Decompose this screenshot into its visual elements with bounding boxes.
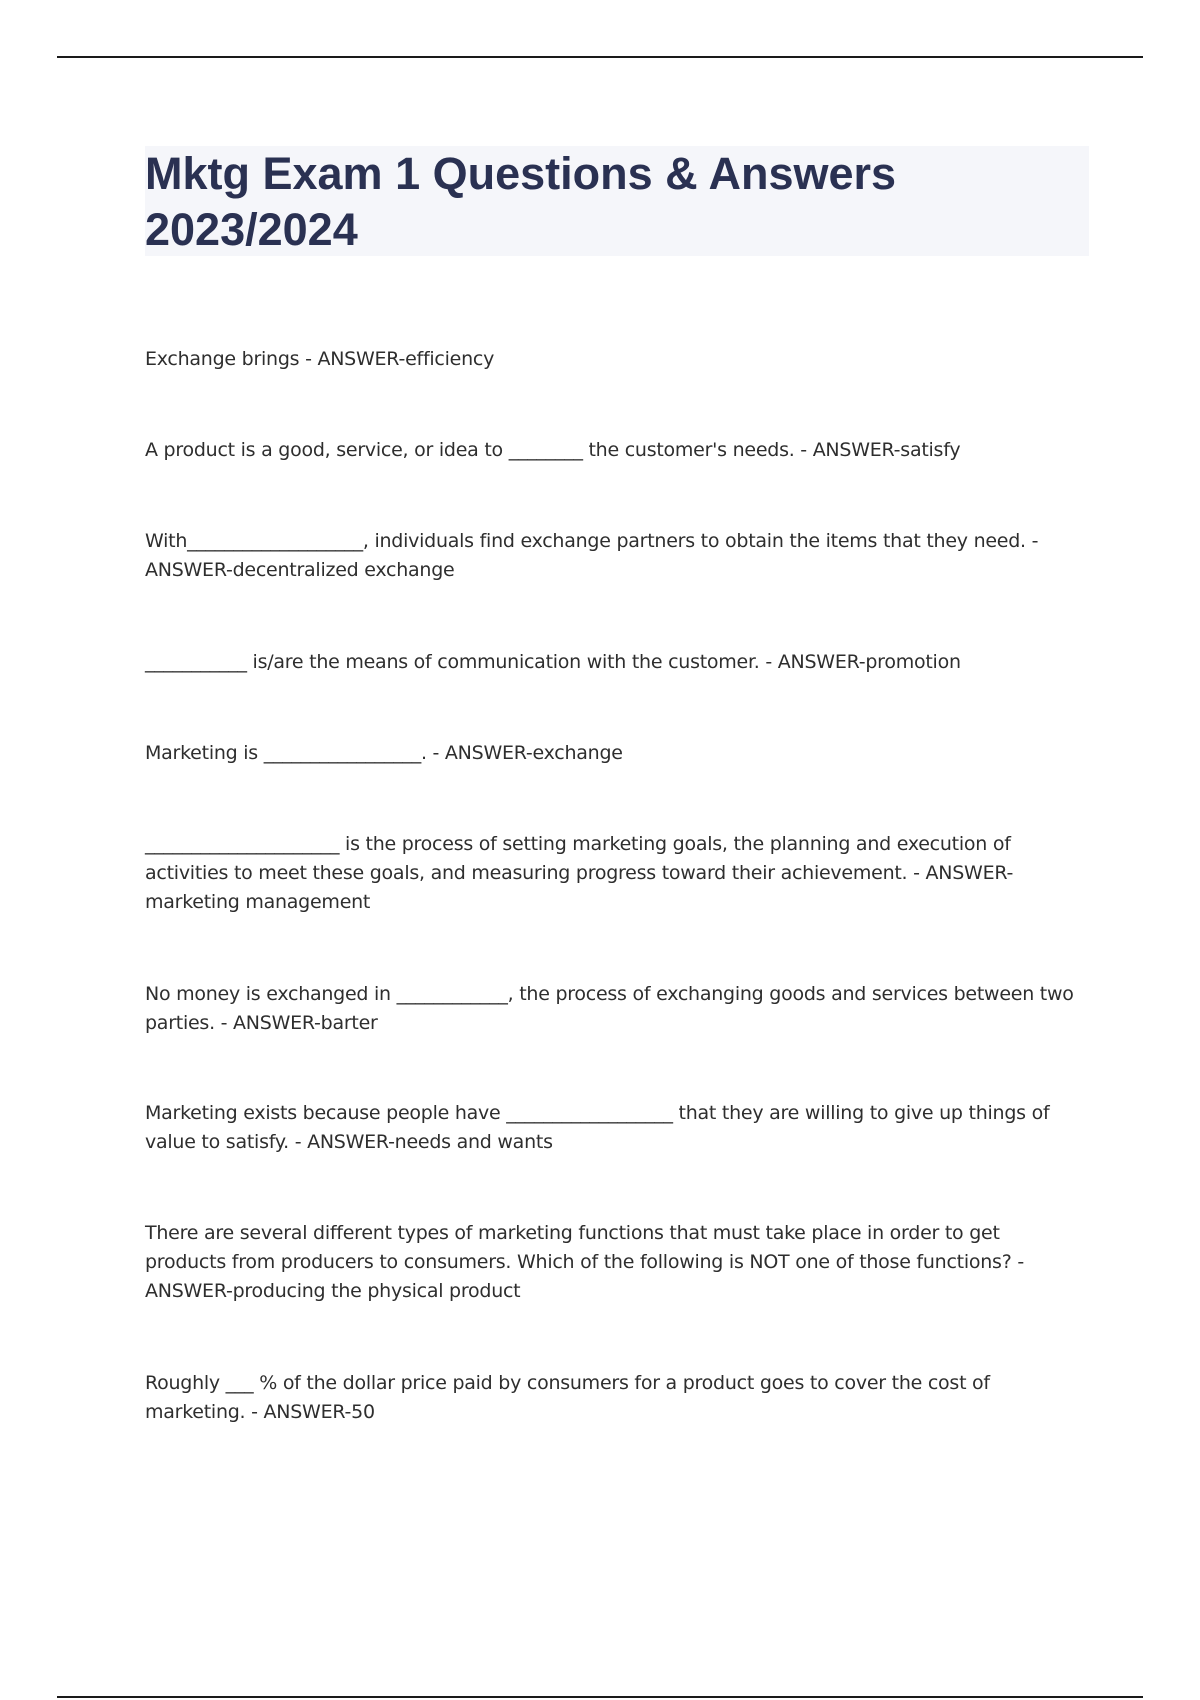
footer-rule [57, 1696, 1143, 1698]
qa-item-3: With___________________, individuals find exchange partners to obtain the items that they need. - ANSWER-decentralized exchange [145, 530, 1039, 581]
qa-item-5: Marketing is _________________. - ANSWER-exchange [145, 742, 623, 764]
qa-item-4: ___________ is/are the means of communication with the customer. - ANSWER-promotion [145, 651, 961, 673]
qa-item-8: Marketing exists because people have __________________ that they are willing to give up things of value to satisfy. - ANSWER-needs and wants [145, 1102, 1050, 1153]
qa-item-7: No money is exchanged in ____________, the process of exchanging goods and services between two parties. - ANSWER-barter [145, 983, 1074, 1034]
qa-item-6: _____________________ is the process of setting marketing goals, the planning and execution of activities to meet these goals, and measuring progress toward their achievement. - ANSWER-marketing management [145, 833, 1014, 913]
header-rule [57, 56, 1143, 58]
qa-item-9: There are several different types of marketing functions that must take place in order to get products from producers to consumers. Which of the following is NOT one of those functions? - ANSWER-producing the physical product [145, 1222, 1024, 1302]
qa-item-10: Roughly ___ % of the dollar price paid by consumers for a product goes to cover the cost of marketing. - ANSWER-50 [145, 1372, 990, 1423]
qa-item-1: Exchange brings - ANSWER-efficiency [145, 348, 495, 370]
document-title: Mktg Exam 1 Questions & Answers 2023/2024 [145, 148, 897, 255]
title-block [145, 146, 1089, 256]
qa-item-2: A product is a good, service, or idea to ________ the customer's needs. - ANSWER-satisfy [145, 439, 961, 461]
